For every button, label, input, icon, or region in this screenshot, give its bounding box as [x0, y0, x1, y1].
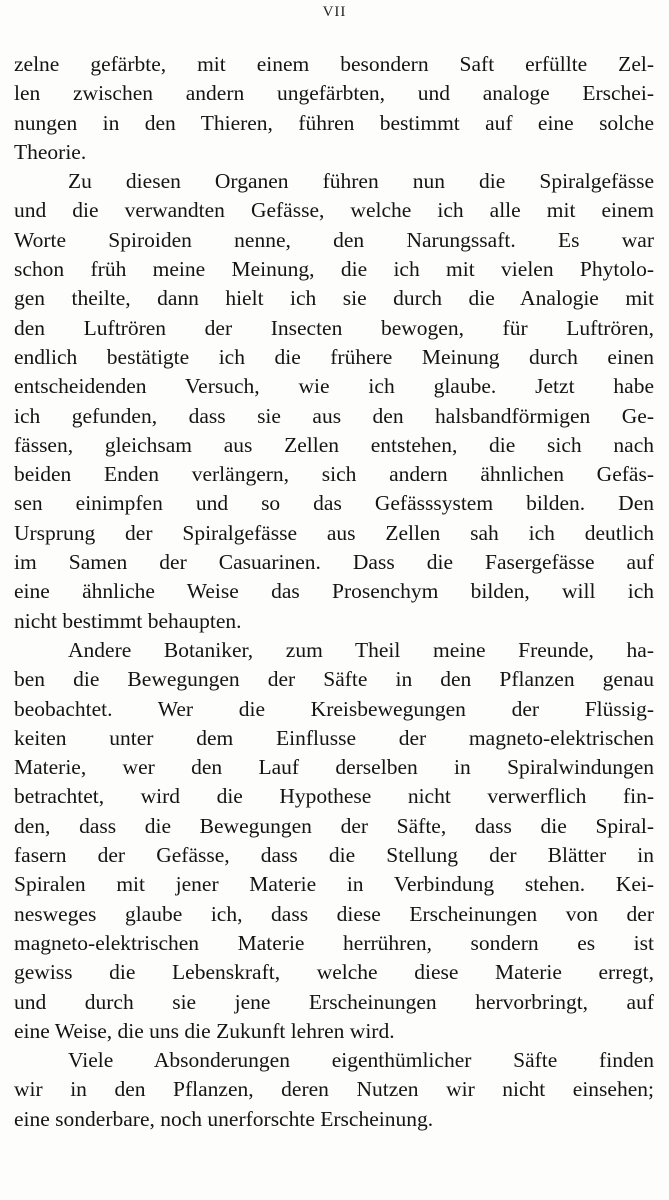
text-line: nesweges glaube ich, dass diese Erscheinungen von der — [14, 901, 654, 926]
text-line: nicht bestimmt behaupten. — [14, 608, 242, 633]
text-line: schon früh meine Meinung, die ich mit vielen Phytolo- — [14, 257, 654, 282]
text-line: wir in den Pflanzen, deren Nutzen wir nicht einsehen; — [14, 1077, 654, 1102]
text-line: Worte Spiroiden nenne, den Narungssaft. Es war — [14, 227, 654, 252]
text-line: fässen, gleichsam aus Zellen entstehen, die sich nach — [14, 432, 654, 457]
text-line: endlich bestätigte ich die frühere Meinung durch einen — [14, 344, 654, 369]
text-line: Ursprung der Spiralgefässe aus Zellen sah ich deutlich — [14, 520, 654, 545]
text-line: keiten unter dem Einflusse der magneto-elektrischen — [14, 725, 654, 750]
text-line: eine sonderbare, noch unerforschte Erscheinung. — [14, 1106, 434, 1131]
text-line: ich gefunden, dass sie aus den halsbandförmigen Ge- — [14, 403, 654, 428]
text-line: sen einimpfen und so das Gefässsystem bilden. Den — [14, 491, 654, 516]
text-line: betrachtet, wird die Hypothese nicht verwerflich fin- — [14, 784, 654, 809]
text-line: den, dass die Bewegungen der Säfte, dass die Spiral- — [14, 813, 654, 838]
text-line: eine ähnliche Weise das Prosenchym bilden, will ich — [14, 579, 654, 604]
text-line: Viele Absonderungen eigenthümlicher Säfte finden — [68, 1048, 654, 1073]
text-line: nungen in den Thieren, führen bestimmt auf eine solche — [14, 110, 654, 135]
text-line: beiden Enden verlängern, sich andern ähnlichen Gefäs- — [14, 462, 654, 487]
text-line: zelne gefärbte, mit einem besondern Saft erfüllte Zel- — [14, 52, 654, 76]
text-line: ben die Bewegungen der Säfte in den Pflanzen genau — [14, 667, 654, 692]
text-line: und durch sie jene Erscheinungen hervorbringt, auf — [14, 989, 654, 1014]
text-line: len zwischen andern ungefärbten, und analoge Erschei- — [14, 81, 654, 106]
text-line: Theorie. — [14, 139, 87, 164]
text-line: eine Weise, die uns die Zukunft lehren wird. — [14, 1018, 395, 1043]
text-line: gen theilte, dann hielt ich sie durch die Analogie mit — [14, 286, 654, 311]
text-line: Zu diesen Organen führen nun die Spiralgefässe — [68, 169, 654, 194]
text-line: fasern der Gefässe, dass die Stellung der Blätter in — [14, 843, 654, 868]
text-line: und die verwandten Gefässe, welche ich alle mit einem — [14, 198, 654, 223]
paragraph — [14, 636, 654, 1046]
text-line: gewiss die Lebenskraft, welche diese Materie erregt, — [14, 960, 654, 985]
text-line: magneto-elektrischen Materie herrühren, sondern es ist — [14, 930, 654, 955]
text-line: Spiralen mit jener Materie in Verbindung stehen. Kei- — [14, 872, 654, 897]
text-line: Andere Botaniker, zum Theil meine Freunde, ha- — [68, 637, 654, 662]
text-line: im Samen der Casuarinen. Dass die Fasergefässe auf — [14, 550, 654, 575]
text-line: Materie, wer den Lauf derselben in Spiralwindungen — [14, 755, 654, 780]
text-line: entscheidenden Versuch, wie ich glaube. Jetzt habe — [14, 374, 654, 399]
page-number: VII — [322, 4, 347, 20]
paragraph — [14, 167, 654, 636]
paragraph — [14, 50, 654, 167]
body-text — [14, 50, 654, 1134]
text-line: den Luftrören der Insecten bewogen, für Luftrören, — [14, 315, 654, 340]
paragraph — [14, 1046, 654, 1134]
text-line: beobachtet. Wer die Kreisbewegungen der Flüssig- — [14, 696, 654, 721]
